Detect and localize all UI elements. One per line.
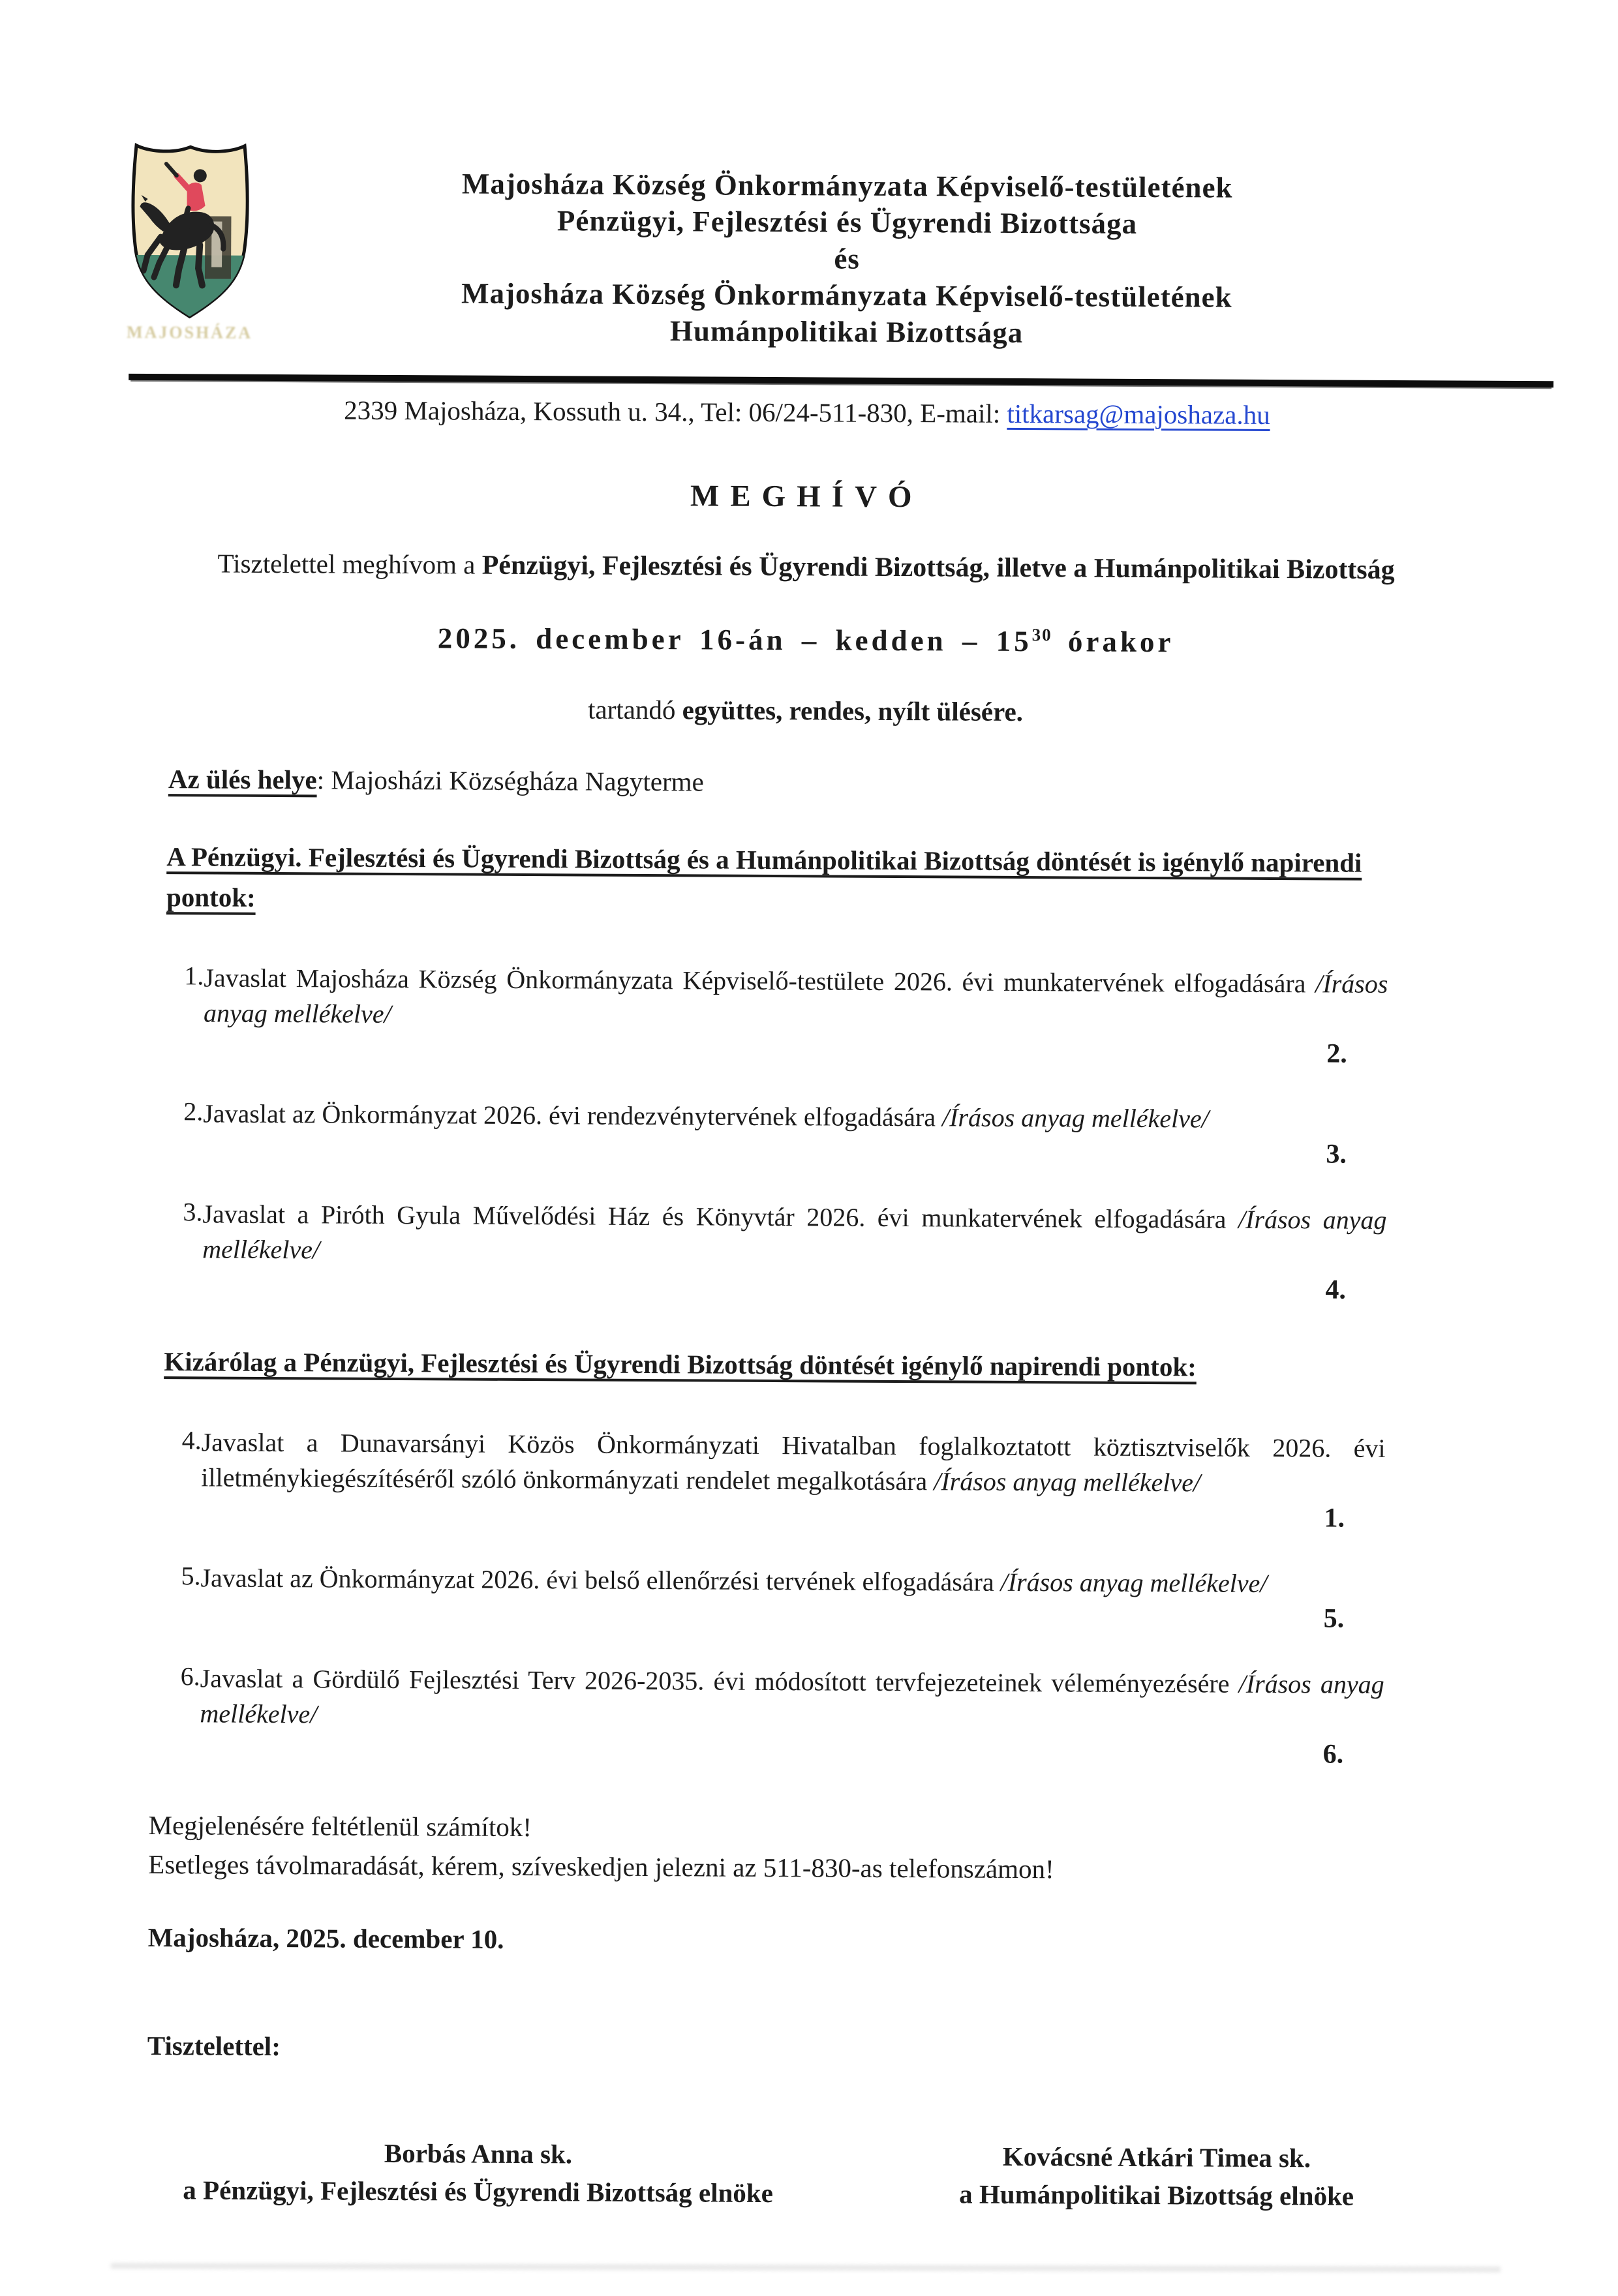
- absence-note: Esetleges távolmaradását, kérem, szíveskedjen jelezni az 511-830-as telefonszámon!: [148, 1849, 1054, 1884]
- meeting-datetime: [0, 619, 1615, 661]
- session-bold-text: együttes, rendes, nyílt ülésére.: [682, 695, 1024, 727]
- agenda: [162, 836, 1388, 1770]
- item-number: 2.: [183, 1096, 204, 1126]
- session-type-line: [0, 691, 1615, 731]
- letterhead-title-line: Pénzügyi, Fejlesztési és Ügyrendi Bizottsága: [557, 204, 1138, 240]
- address-text: 2339 Majosháza, Kossuth u. 34., Tel: 06/24-511-830, E-mail:: [344, 395, 1007, 429]
- signature-humanpolicy-chair: [830, 2137, 1483, 2216]
- section-heading-exclusive: Kizárólag a Pénzügyi, Fejlesztési és Ügyrendi Bizottság döntését igénylő napirendi pontok:: [164, 1346, 1197, 1382]
- item-text: [201, 1425, 1386, 1502]
- item-ref-number: 6.: [1322, 1739, 1344, 1770]
- signature-block: [0, 2132, 1607, 2216]
- letterhead-title-line: Majosháza Község Önkormányzata Képviselő-testületének: [461, 277, 1232, 314]
- item-ref-number: 4.: [1325, 1275, 1347, 1305]
- item-text: [203, 1096, 1387, 1138]
- date-suffix: órakor: [1052, 625, 1174, 659]
- item-number: 5.: [181, 1561, 201, 1591]
- item-number: 3.: [183, 1197, 203, 1227]
- letterhead-title-line: Majosháza Község Önkormányzata Képviselő-testületének: [461, 167, 1233, 204]
- location-label: Az ülés helye: [168, 764, 317, 795]
- item-text: [200, 1661, 1384, 1738]
- agenda-item-2: [165, 1096, 1388, 1170]
- email-link[interactable]: titkarsag@majoshaza.hu: [1007, 398, 1270, 430]
- signatory-name: Borbás Anna sk.: [384, 2137, 573, 2169]
- signatory-title: a Humánpolitikai Bizottság elnöke: [959, 2179, 1354, 2211]
- contact-line: [0, 393, 1616, 432]
- closing-notes: [148, 1805, 1609, 1892]
- letterhead-title-line: Humánpolitikai Bizottsága: [669, 314, 1024, 350]
- agenda-items-exclusive: [162, 1425, 1386, 1770]
- item-ref-number: 3.: [1326, 1139, 1347, 1170]
- item-text-main: Javaslat az Önkormányzat 2026. évi rendezvénytervének elfogadására: [203, 1098, 943, 1132]
- item-text-attachment-note: /Írásos anyag mellékelve/: [203, 969, 1388, 1029]
- item-text-main: Javaslat az Önkormányzat 2026. évi belső ellenőrzési tervének elfogadására: [200, 1563, 1001, 1597]
- item-number: 6.: [180, 1661, 200, 1691]
- section-heading-joint: A Pénzügyi. Fejlesztési és Ügyrendi Bizottság és a Humánpolitikai Bizottság döntését is igénylő napirendi pontok:: [166, 841, 1362, 913]
- item-text-attachment-note: /Írásos anyag mellékelve/: [941, 1102, 1209, 1134]
- coat-of-arms: [121, 139, 259, 355]
- issue-dateline: Majosháza, 2025. december 10.: [147, 1922, 504, 1954]
- item-text-main: Javaslat a Dunavarsányi Közös Önkormányzati Hivatalban foglalkoztatott köztisztviselők 2026. évi illetménykiegészítéséről szóló önkormányzati rendelet megalkotására: [201, 1427, 1386, 1496]
- letterhead: [0, 0, 1618, 354]
- emblem-caption: MAJOSHÁZA: [126, 322, 253, 342]
- session-normal-text: tartandó: [587, 694, 682, 725]
- item-number: 4.: [181, 1425, 202, 1455]
- item-number: 1.: [184, 961, 204, 991]
- signatory-name: Kovácsné Atkári Timea sk.: [1002, 2141, 1311, 2173]
- item-text: [202, 1196, 1387, 1273]
- item-text-attachment-note: /Írásos anyag mellékelve/: [202, 1204, 1387, 1265]
- item-text-attachment-note: /Írásos anyag mellékelve/: [934, 1466, 1201, 1498]
- signature-finance-chair: [138, 2133, 817, 2212]
- location-value: : Majosházi Községháza Nagyterme: [316, 764, 704, 797]
- letterhead-titles: [324, 164, 1369, 352]
- agenda-items-joint: [164, 960, 1388, 1306]
- agenda-item-5: [162, 1560, 1385, 1635]
- item-text-main: Javaslat Majosháza Község Önkormányzata Képviselő-testülete 2026. évi munkatervének elfogadására: [204, 963, 1316, 999]
- invitation-paragraph: [213, 545, 1400, 589]
- item-ref-number: 2.: [1326, 1038, 1347, 1069]
- item-text-main: Javaslat a Piróth Gyula Művelődési Ház és Könyvtár 2026. évi munkatervének elfogadására: [202, 1199, 1239, 1234]
- signatory-title: a Pénzügyi, Fejlesztési és Ügyrendi Bizottság elnöke: [183, 2175, 774, 2209]
- attendance-note: Megjelenésére feltétlenül számítok!: [148, 1810, 532, 1843]
- item-text-main: Javaslat a Gördülő Fejlesztési Terv 2026-2035. évi módosított tervfejezeteinek véleményezésére: [200, 1663, 1239, 1699]
- item-text: [204, 960, 1388, 1037]
- agenda-item-3: [164, 1196, 1387, 1306]
- header-divider-line: [129, 374, 1553, 387]
- agenda-item-1: [166, 960, 1388, 1070]
- date-prefix: 2025. december 16-án – kedden – 15: [437, 622, 1032, 658]
- item-text: [200, 1560, 1384, 1602]
- item-ref-number: 1.: [1324, 1503, 1345, 1533]
- letterhead-title-line: és: [834, 242, 861, 275]
- meeting-location-line: [168, 763, 1614, 802]
- item-text-attachment-note: /Írásos anyag mellékelve/: [200, 1669, 1384, 1729]
- agenda-item-4: [163, 1425, 1386, 1534]
- agenda-item-6: [162, 1661, 1384, 1770]
- intro-bold-text: Pénzügyi, Fejlesztési és Ügyrendi Bizottság, illetve a Humánpolitikai Bizottság: [481, 550, 1395, 585]
- document-title: MEGHÍVÓ: [690, 479, 923, 515]
- item-text-attachment-note: /Írásos anyag mellékelve/: [1000, 1567, 1268, 1598]
- intro-normal-text: Tisztelettel meghívom a: [217, 548, 482, 580]
- date-superscript: 30: [1031, 625, 1052, 645]
- item-ref-number: 5.: [1323, 1603, 1345, 1634]
- valediction: Tisztelettel:: [147, 2031, 281, 2062]
